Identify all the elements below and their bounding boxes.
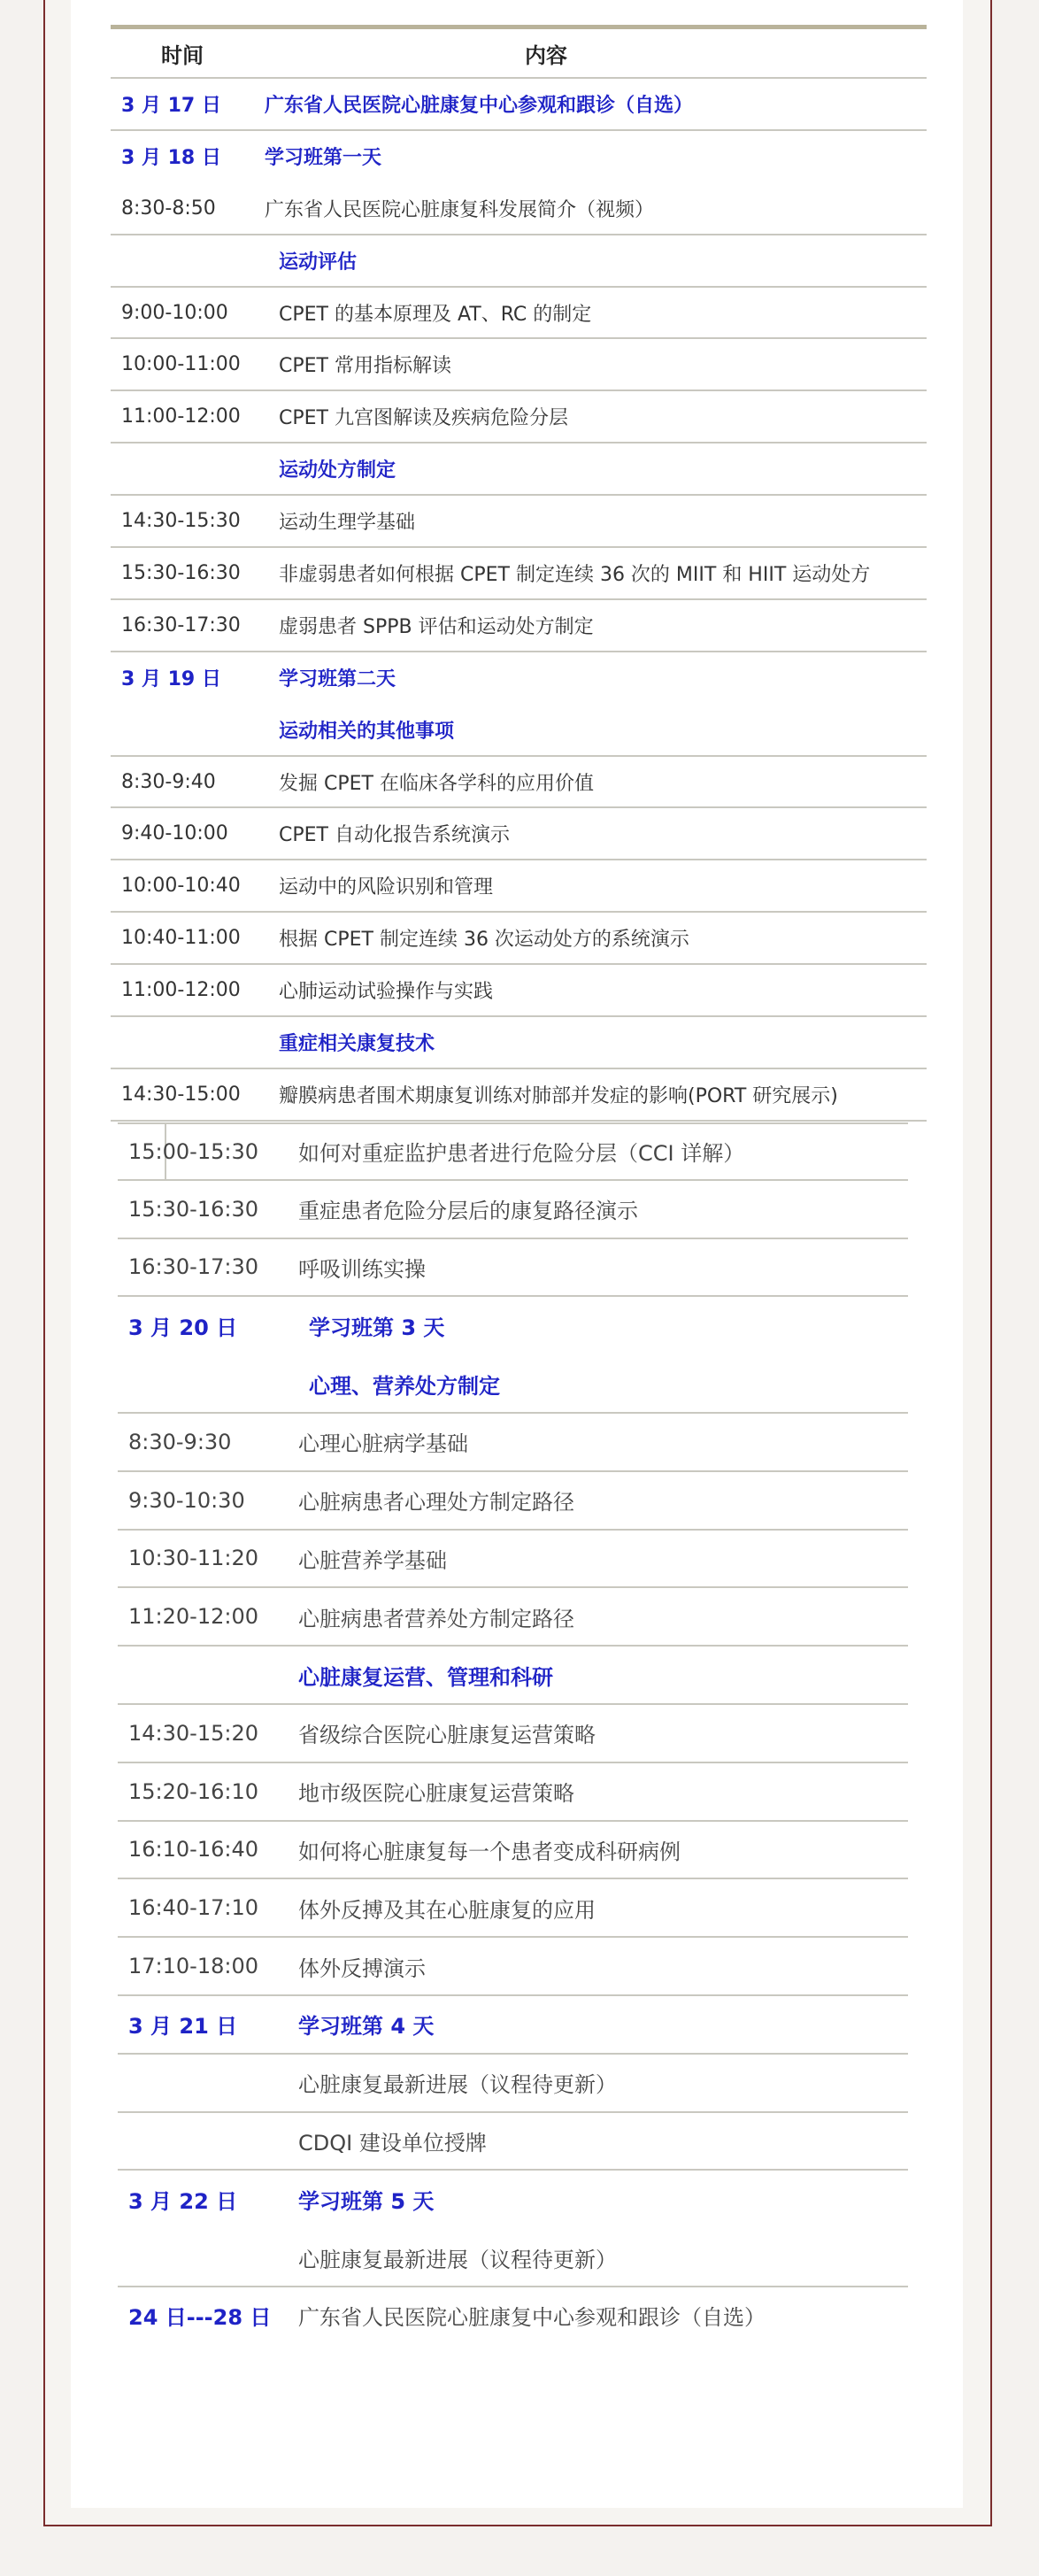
row-time: 3 月 20 日 [128,1315,238,1340]
row-content: 地市级医院心脏康复运营策略 [298,1781,574,1807]
schedule-row [118,1239,908,1298]
schedule-row [111,652,927,705]
row-content: 学习班第一天 [265,146,382,169]
row-time: 9:00-10:00 [121,301,228,324]
row-content: 心肺运动试验操作与实践 [279,981,494,1004]
row-content: 心脏病患者心理处方制定路径 [298,1490,574,1516]
row-time: 8:30-9:40 [121,770,216,793]
row-time: 10:00-11:00 [121,353,241,376]
schedule-row [111,860,927,913]
row-time: 9:30-10:30 [128,1487,245,1513]
schedule-row [111,496,927,548]
row-time: 24 日---28 日 [128,2305,272,2331]
schedule-row [118,1297,908,1355]
row-content: 虚弱患者 SPPB 评估和运动处方制定 [279,615,594,638]
row-time: 14:30-15:00 [121,1083,241,1106]
row-content: 心理、营养处方制定 [309,1373,500,1399]
row-time: 15:00-15:30 [128,1138,258,1164]
schedule-row [111,913,927,965]
schedule-row [118,2113,908,2171]
row-time: 11:00-12:00 [121,979,241,1002]
row-content: CPET 自动化报告系统演示 [279,824,510,847]
row-content: 心脏营养学基础 [298,1547,447,1573]
row-content: CPET 的基本原理及 AT、RC 的制定 [279,303,592,326]
row-time: 15:30-16:30 [128,1196,258,1222]
schedule-row [118,2055,908,2113]
schedule-row [111,391,927,443]
row-content: 学习班第二天 [279,667,396,690]
schedule-row [111,548,927,600]
schedule-row [118,1938,908,1996]
schedule-row [111,288,927,340]
row-content: 重症相关康复技术 [279,1032,435,1055]
schedule-row [118,1531,908,1589]
schedule-row [111,808,927,860]
schedule-row [118,2287,908,2346]
row-content: CPET 九宫图解读及疾病危险分层 [279,407,568,430]
schedule-table-part-1 [111,29,927,1122]
row-content: 运动相关的其他事项 [279,720,455,743]
row-time: 9:40-10:00 [121,822,228,845]
row-time: 16:40-17:10 [128,1895,258,1921]
row-content: 心脏康复运营、管理和科研 [298,1664,553,1690]
row-content: 广东省人民医院心脏康复科发展简介（视频） [265,198,655,221]
row-content: CDQI 建设单位授牌 [298,2130,487,2156]
schedule-row [118,1647,908,1705]
row-time: 17:10-18:00 [128,1954,258,1979]
row-content: 学习班第 4 天 [298,2014,435,2040]
row-content: 如何对重症监护患者进行危险分层（CCI 详解） [298,1141,745,1167]
row-content: 心脏康复最新进展（议程待更新） [298,2072,617,2098]
schedule-row [111,131,927,183]
schedule-row [118,1879,908,1938]
row-content: 发掘 CPET 在临床各学科的应用价值 [279,772,594,795]
row-time: 3 月 18 日 [121,146,221,169]
row-content: CPET 常用指标解读 [279,355,451,378]
row-time: 8:30-8:50 [121,197,216,220]
schedule-row [118,1414,908,1472]
schedule-row [111,339,927,391]
row-content: 运动生理学基础 [279,512,416,535]
row-content: 学习班第 3 天 [309,1315,445,1340]
row-content: 运动评估 [279,251,358,274]
row-content: 广东省人民医院心脏康复中心参观和跟诊（自选） [298,2305,766,2331]
schedule-row [111,1017,927,1069]
row-time: 3 月 19 日 [121,667,221,690]
row-time: 14:30-15:30 [121,510,241,533]
row-content: 广东省人民医院心脏康复中心参观和跟诊（自选） [265,94,694,117]
schedule-row [118,2171,908,2229]
row-time: 10:00-10:40 [121,875,241,898]
row-time: 14:30-15:20 [128,1720,258,1746]
row-time: 15:20-16:10 [128,1778,258,1804]
schedule-row [118,1588,908,1647]
schedule-row [118,1822,908,1880]
row-time: 16:30-17:30 [128,1254,258,1280]
row-time: 3 月 22 日 [128,2188,238,2214]
row-time: 3 月 21 日 [128,2014,238,2040]
row-content: 重症患者危险分层后的康复路径演示 [298,1199,638,1224]
row-content: 运动中的风险识别和管理 [279,876,494,899]
row-content: 学习班第 5 天 [298,2188,435,2214]
row-content: 体外反搏及其在心脏康复的应用 [298,1897,596,1923]
schedule-row [111,705,927,757]
row-content: 心理心脏病学基础 [298,1431,468,1457]
schedule-row [118,1181,908,1239]
schedule-row [111,1069,927,1122]
row-content: 呼吸训练实操 [298,1256,426,1282]
schedule-row [111,79,927,131]
schedule-row [118,1996,908,2055]
schedule-row [111,443,927,496]
row-time: 16:30-17:30 [121,613,241,636]
schedule-row [118,1122,908,1181]
row-time: 10:30-11:20 [128,1546,258,1571]
header-time: 时间 [161,42,204,68]
schedule-row [111,235,927,288]
schedule-table-part-2 [118,1122,908,2346]
schedule-row [118,2229,908,2287]
row-content: 非虚弱患者如何根据 CPET 制定连续 36 次的 MIIT 和 HIIT 运动处方 [279,563,871,586]
row-content: 如何将心脏康复每一个患者变成科研病例 [298,1839,681,1864]
row-time: 11:20-12:00 [128,1604,258,1630]
row-content: 运动处方制定 [279,459,396,482]
row-content: 体外反搏演示 [298,1955,426,1981]
table-header-row [111,29,927,79]
row-time: 15:30-16:30 [121,561,241,584]
schedule-row [118,1763,908,1822]
row-time: 10:40-11:00 [121,927,241,950]
row-time: 11:00-12:00 [121,405,241,428]
schedule-row [118,1705,908,1763]
header-content: 内容 [525,42,567,68]
row-content: 心脏病患者营养处方制定路径 [298,1606,574,1631]
schedule-row [111,183,927,235]
schedule-row [111,600,927,652]
schedule-row [111,965,927,1017]
row-content: 省级综合医院心脏康复运营策略 [298,1723,596,1748]
row-content: 心脏康复最新进展（议程待更新） [298,2247,617,2272]
row-content: 瓣膜病患者围术期康复训练对肺部并发症的影响(PORT 研究展示) [279,1084,838,1107]
schedule-row [118,1355,908,1414]
schedule-row [111,757,927,809]
row-time: 8:30-9:30 [128,1429,232,1454]
row-content: 根据 CPET 制定连续 36 次运动处方的系统演示 [279,929,689,952]
row-time: 16:10-16:40 [128,1837,258,1863]
row-time: 3 月 17 日 [121,94,221,117]
schedule-row [118,1472,908,1531]
